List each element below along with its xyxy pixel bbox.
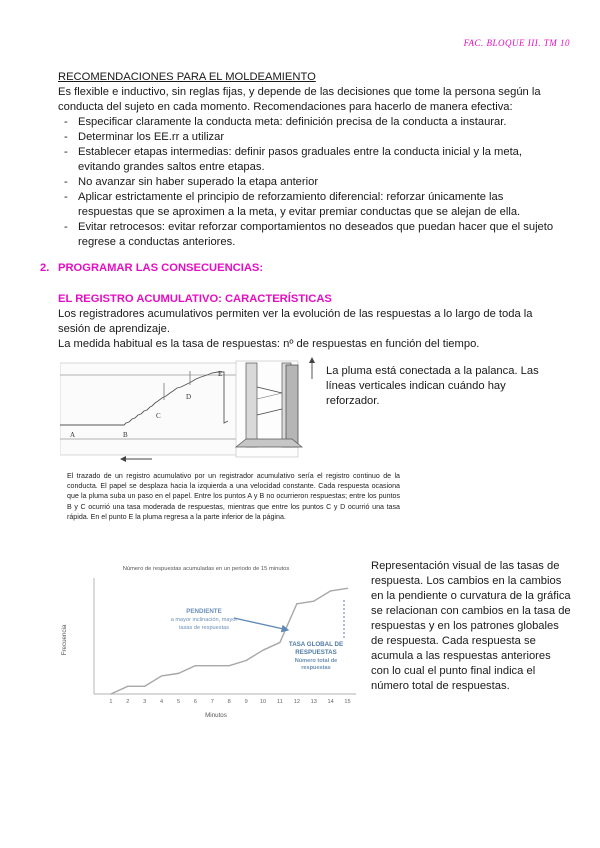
x-tick-label: 15 (344, 699, 351, 705)
list-item: - Especificar claramente la conducta meta: definición precisa de la conducta a instaurar. (58, 115, 558, 130)
left-arrow-head-icon (120, 456, 126, 462)
registro-body (58, 307, 558, 352)
cumulative-recorder-diagram (60, 355, 322, 467)
data-point (127, 686, 128, 687)
annotation-arrows (234, 600, 344, 638)
data-point (262, 650, 263, 651)
registro-paragraph-1: Los registradores acumulativos permiten ver la evolución de las respuestas a lo largo de toda la sesión de aprendizaje. (58, 308, 533, 335)
point-label-d: D (186, 393, 192, 401)
x-tick-label: 7 (210, 699, 214, 705)
x-tick-label: 14 (327, 699, 334, 705)
moldeamiento-intro: Es flexible e inductivo, sin reglas fijas, y depende de las decisiones que tome la persona según la conducta del sujeto en cada momento. Recomendaciones para hacerlo de manera efectiva: (58, 86, 541, 113)
registro-paragraph-2: La medida habitual es la tasa de respuestas: nº de respuestas en función del tiempo. (58, 338, 480, 350)
point-label-e: E (218, 370, 223, 378)
header-tag: FAC. BLOQUE III. TM 10 (463, 38, 570, 48)
data-point (144, 686, 145, 687)
pendiente-arrow (234, 618, 288, 630)
annotation-tasa-line: TASA GLOBAL DE (288, 641, 344, 648)
annotation-pendiente-line: tasas de respuestas (178, 625, 230, 631)
figure-2-caption: Representación visual de las tasas de respuesta. Los cambios en la cambios en la pendiente o curvatura de la gráfica se relacionan con cambios en la tasa de respuestas y en los patrones globales de respuesta. Cada respuesta se acumula a las respuestas anteriores con lo cual el punto final indica el número total de respuestas. (371, 560, 571, 692)
section-2-heading (40, 262, 263, 274)
section-number: 2. (40, 262, 50, 274)
x-tick-label: 2 (126, 699, 130, 705)
data-point (279, 642, 280, 643)
x-tick-label: 1 (109, 699, 113, 705)
x-tick-label: 13 (310, 699, 317, 705)
recommendations-list (58, 115, 558, 250)
point-label-a: A (70, 431, 76, 439)
paper-area (60, 363, 265, 455)
data-point (330, 590, 331, 591)
scanned-caption: El trazado de un registro acumulativo por un registrador acumulativo sería el registro continuo de la conducta. El papel se desplaza hacia la izquierda a una velocidad constante. Cada respuesta ocasiona que la pluma suba un paso en el papel. Entre los puntos A y B no ocurrieron respuestas; entre los puntos B y C ocurrió una tasa moderada de respuestas, mientras que entre los puntos C y D ocurrió una tasa rápida. En el punto E la pluma regresa a la parte inferior de la página. (67, 472, 400, 521)
annotation-tasa-line: Número total de (294, 658, 338, 664)
data-point (212, 665, 213, 666)
x-tick-label: 10 (259, 699, 267, 705)
annotation-tasa (289, 641, 343, 671)
annotation-tasa-line: RESPUESTAS (295, 649, 337, 656)
data-point (110, 693, 111, 694)
section-title: PROGRAMAR LAS CONSECUENCIAS: (58, 262, 264, 274)
point-label-b: B (123, 431, 128, 439)
up-arrow-head-icon (309, 357, 315, 363)
list-item: - Evitar retrocesos: evitar reforzar comportamientos no deseados que puedan hacer que el sujeto regrese a conductas anteriores. (58, 220, 558, 250)
data-point (313, 601, 314, 602)
moldeamiento-heading: RECOMENDACIONES PARA EL MOLDEAMIENTO (58, 71, 316, 83)
data-point (246, 660, 247, 661)
annotation-tasa-line: respuestas (301, 665, 331, 671)
annotation-pendiente-line: a mayor inclinación, mayor (170, 617, 238, 623)
registro-heading: EL REGISTRO ACUMULATIVO: CARACTERÍSTICAS (58, 293, 332, 305)
list-item: - Establecer etapas intermedias: definir pasos graduales entre la conducta inicial y la meta, evitando grandes saltos entre etapas. (58, 145, 558, 175)
drum-left (246, 363, 257, 447)
annotation-pendiente-line: PENDIENTE (186, 608, 222, 615)
recorder-base (236, 439, 302, 447)
drum-shadow (286, 365, 298, 447)
data-point (178, 673, 179, 674)
x-tick-label: 9 (244, 699, 248, 705)
annotation-pendiente (171, 608, 238, 631)
x-tick-label: 8 (227, 699, 231, 705)
data-point (347, 588, 348, 589)
figure-1-caption: La pluma está conectada a la palanca. Las líneas verticales indican cuándo hay reforzador. (326, 365, 539, 407)
list-item: - Determinar los EE.rr a utilizar (58, 130, 558, 145)
x-tick-label: 4 (160, 699, 164, 705)
x-tick-label: 3 (143, 699, 147, 705)
list-item: - Aplicar estrictamente el principio de reforzamiento diferencial: reforzar únicamente las respuestas que se aproximen a la meta, y evitar premiar conductas que se alejan de ella. (58, 190, 558, 220)
list-item: - No avanzar sin haber superado la etapa anterior (58, 175, 558, 190)
moldeamiento-section (58, 70, 558, 250)
chart-title: Número de respuestas acumuladas en un periodo de 15 minutos (122, 566, 290, 572)
x-tick-label: 6 (193, 699, 197, 705)
point-label-c: C (156, 412, 161, 420)
x-tick-label: 5 (176, 699, 181, 705)
x-tick-label: 12 (293, 699, 300, 705)
chart-xlabel: Minutos (205, 712, 227, 719)
cumulative-response-chart (56, 562, 361, 722)
data-point (229, 665, 230, 666)
data-point (195, 665, 196, 666)
data-point (296, 603, 297, 604)
chart-ylabel: Frecuencia (61, 624, 68, 656)
x-tick-label: 11 (277, 699, 283, 705)
data-point (161, 675, 162, 676)
